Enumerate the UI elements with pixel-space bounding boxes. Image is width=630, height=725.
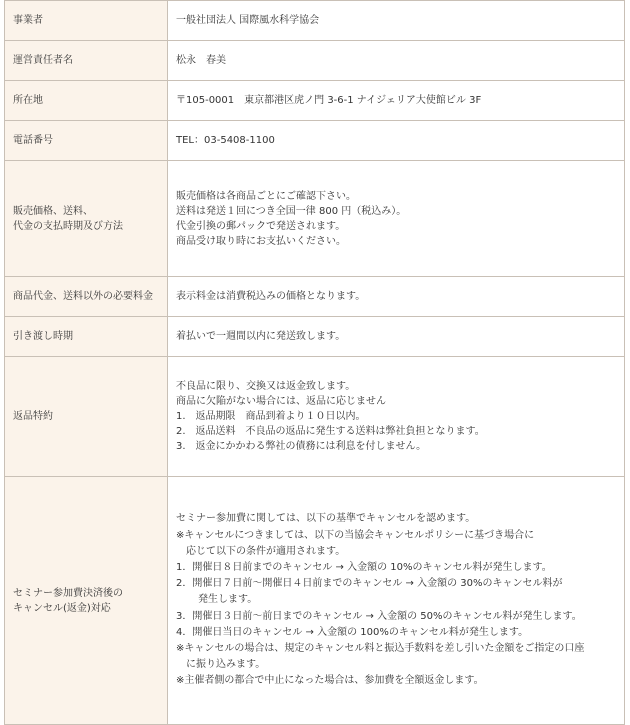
row-value bbox=[168, 357, 625, 477]
row-value bbox=[168, 161, 625, 277]
row-value bbox=[168, 317, 625, 357]
table-row bbox=[5, 121, 625, 161]
row-label bbox=[5, 477, 168, 725]
value-line: TEL：03-5408-1100 bbox=[176, 135, 275, 146]
table-row bbox=[5, 277, 625, 317]
row-value bbox=[168, 1, 625, 41]
value-line: 1. 返品期限 商品到着より１０日以内。 bbox=[176, 411, 366, 422]
commerce-disclosure-table bbox=[4, 0, 625, 725]
value-line: 表示料金は消費税込みの価格となります。 bbox=[176, 291, 366, 302]
table-row bbox=[5, 161, 625, 277]
value-line: 商品受け取り時にお支払いください。 bbox=[176, 235, 346, 247]
value-line: 3．開催日３日前～前日までのキャンセル → 入金額の 50%のキャンセル料が発生します。 bbox=[176, 610, 582, 622]
table-row bbox=[5, 1, 625, 41]
value-line: 着払いで一週間以内に発送致します。 bbox=[176, 331, 346, 342]
value-line: セミナー参加費に関しては、以下の基準でキャンセルを認めます。 bbox=[176, 513, 476, 525]
row-label-line: セミナー参加費決済後の bbox=[13, 587, 123, 599]
row-value bbox=[168, 41, 625, 81]
table-row bbox=[5, 477, 625, 725]
row-label-line: 販売価格、送料、 bbox=[13, 205, 93, 217]
row-label: 返品特約 bbox=[5, 357, 168, 477]
value-line: 松永 春美 bbox=[176, 55, 226, 66]
value-line: 送料は発送１回につき全国一律 800 円（税込み）。 bbox=[176, 205, 407, 217]
row-value bbox=[168, 121, 625, 161]
row-label: 電話番号 bbox=[5, 121, 168, 161]
value-line: ※キャンセルにつきましては、以下の当協会キャンセルポリシーに基づき場合に bbox=[176, 529, 535, 541]
value-line: 販売価格は各商品ごとにご確認下さい。 bbox=[176, 190, 356, 202]
value-line-continuation: 応じて以下の条件が適用されます。 bbox=[186, 545, 346, 557]
row-label: 運営責任者名 bbox=[5, 41, 168, 81]
value-line: 4．開催日当日のキャンセル → 入金額の 100%のキャンセル料が発生します。 bbox=[176, 626, 529, 638]
row-value bbox=[168, 477, 625, 725]
value-line: 一般社団法人 国際風水科学協会 bbox=[176, 15, 320, 26]
value-line-continuation: に振り込みます。 bbox=[186, 659, 266, 671]
value-line: 2．開催日７日前～開催日４日前までのキャンセル → 入金額の 30%のキャンセル料が bbox=[176, 578, 563, 590]
value-line: 〒105-0001 東京都港区虎ノ門 3-6-1 ナイジェリア大使館ビル 3F bbox=[176, 95, 482, 106]
value-line: ※主催者側の都合で中止になった場合は、参加費を全額返金します。 bbox=[176, 675, 484, 687]
row-label: 事業者 bbox=[5, 1, 168, 41]
value-line: 代金引換の郵パックで発送されます。 bbox=[176, 220, 346, 232]
table-row bbox=[5, 41, 625, 81]
row-label: 所在地 bbox=[5, 81, 168, 121]
row-label-line: キャンセル(返金)対応 bbox=[13, 602, 111, 614]
value-line: 商品に欠陥がない場合には、返品に応じません bbox=[176, 396, 386, 407]
table-row bbox=[5, 317, 625, 357]
value-line: 2. 返品送料 不良品の返品に発生する送料は弊社負担となります。 bbox=[176, 426, 485, 437]
table-row bbox=[5, 357, 625, 477]
row-label: 商品代金、送料以外の必要料金 bbox=[5, 277, 168, 317]
table-row bbox=[5, 81, 625, 121]
row-value bbox=[168, 81, 625, 121]
value-line-continuation: 発生します。 bbox=[198, 594, 258, 606]
row-label bbox=[5, 161, 168, 277]
value-line: ※キャンセルの場合は、規定のキャンセル料と振込手数料を差し引いた金額をご指定の口座 bbox=[176, 642, 585, 654]
value-line: 3. 返金にかかわる弊社の債務には利息を付しません。 bbox=[176, 441, 427, 452]
row-label-line: 代金の支払時期及び方法 bbox=[13, 220, 123, 232]
value-line: 不良品に限り、交換又は返金致します。 bbox=[176, 381, 356, 392]
row-label: 引き渡し時期 bbox=[5, 317, 168, 357]
value-line: 1．開催日８日前までのキャンセル → 入金額の 10%のキャンセル料が発生します。 bbox=[176, 562, 552, 574]
row-value bbox=[168, 277, 625, 317]
